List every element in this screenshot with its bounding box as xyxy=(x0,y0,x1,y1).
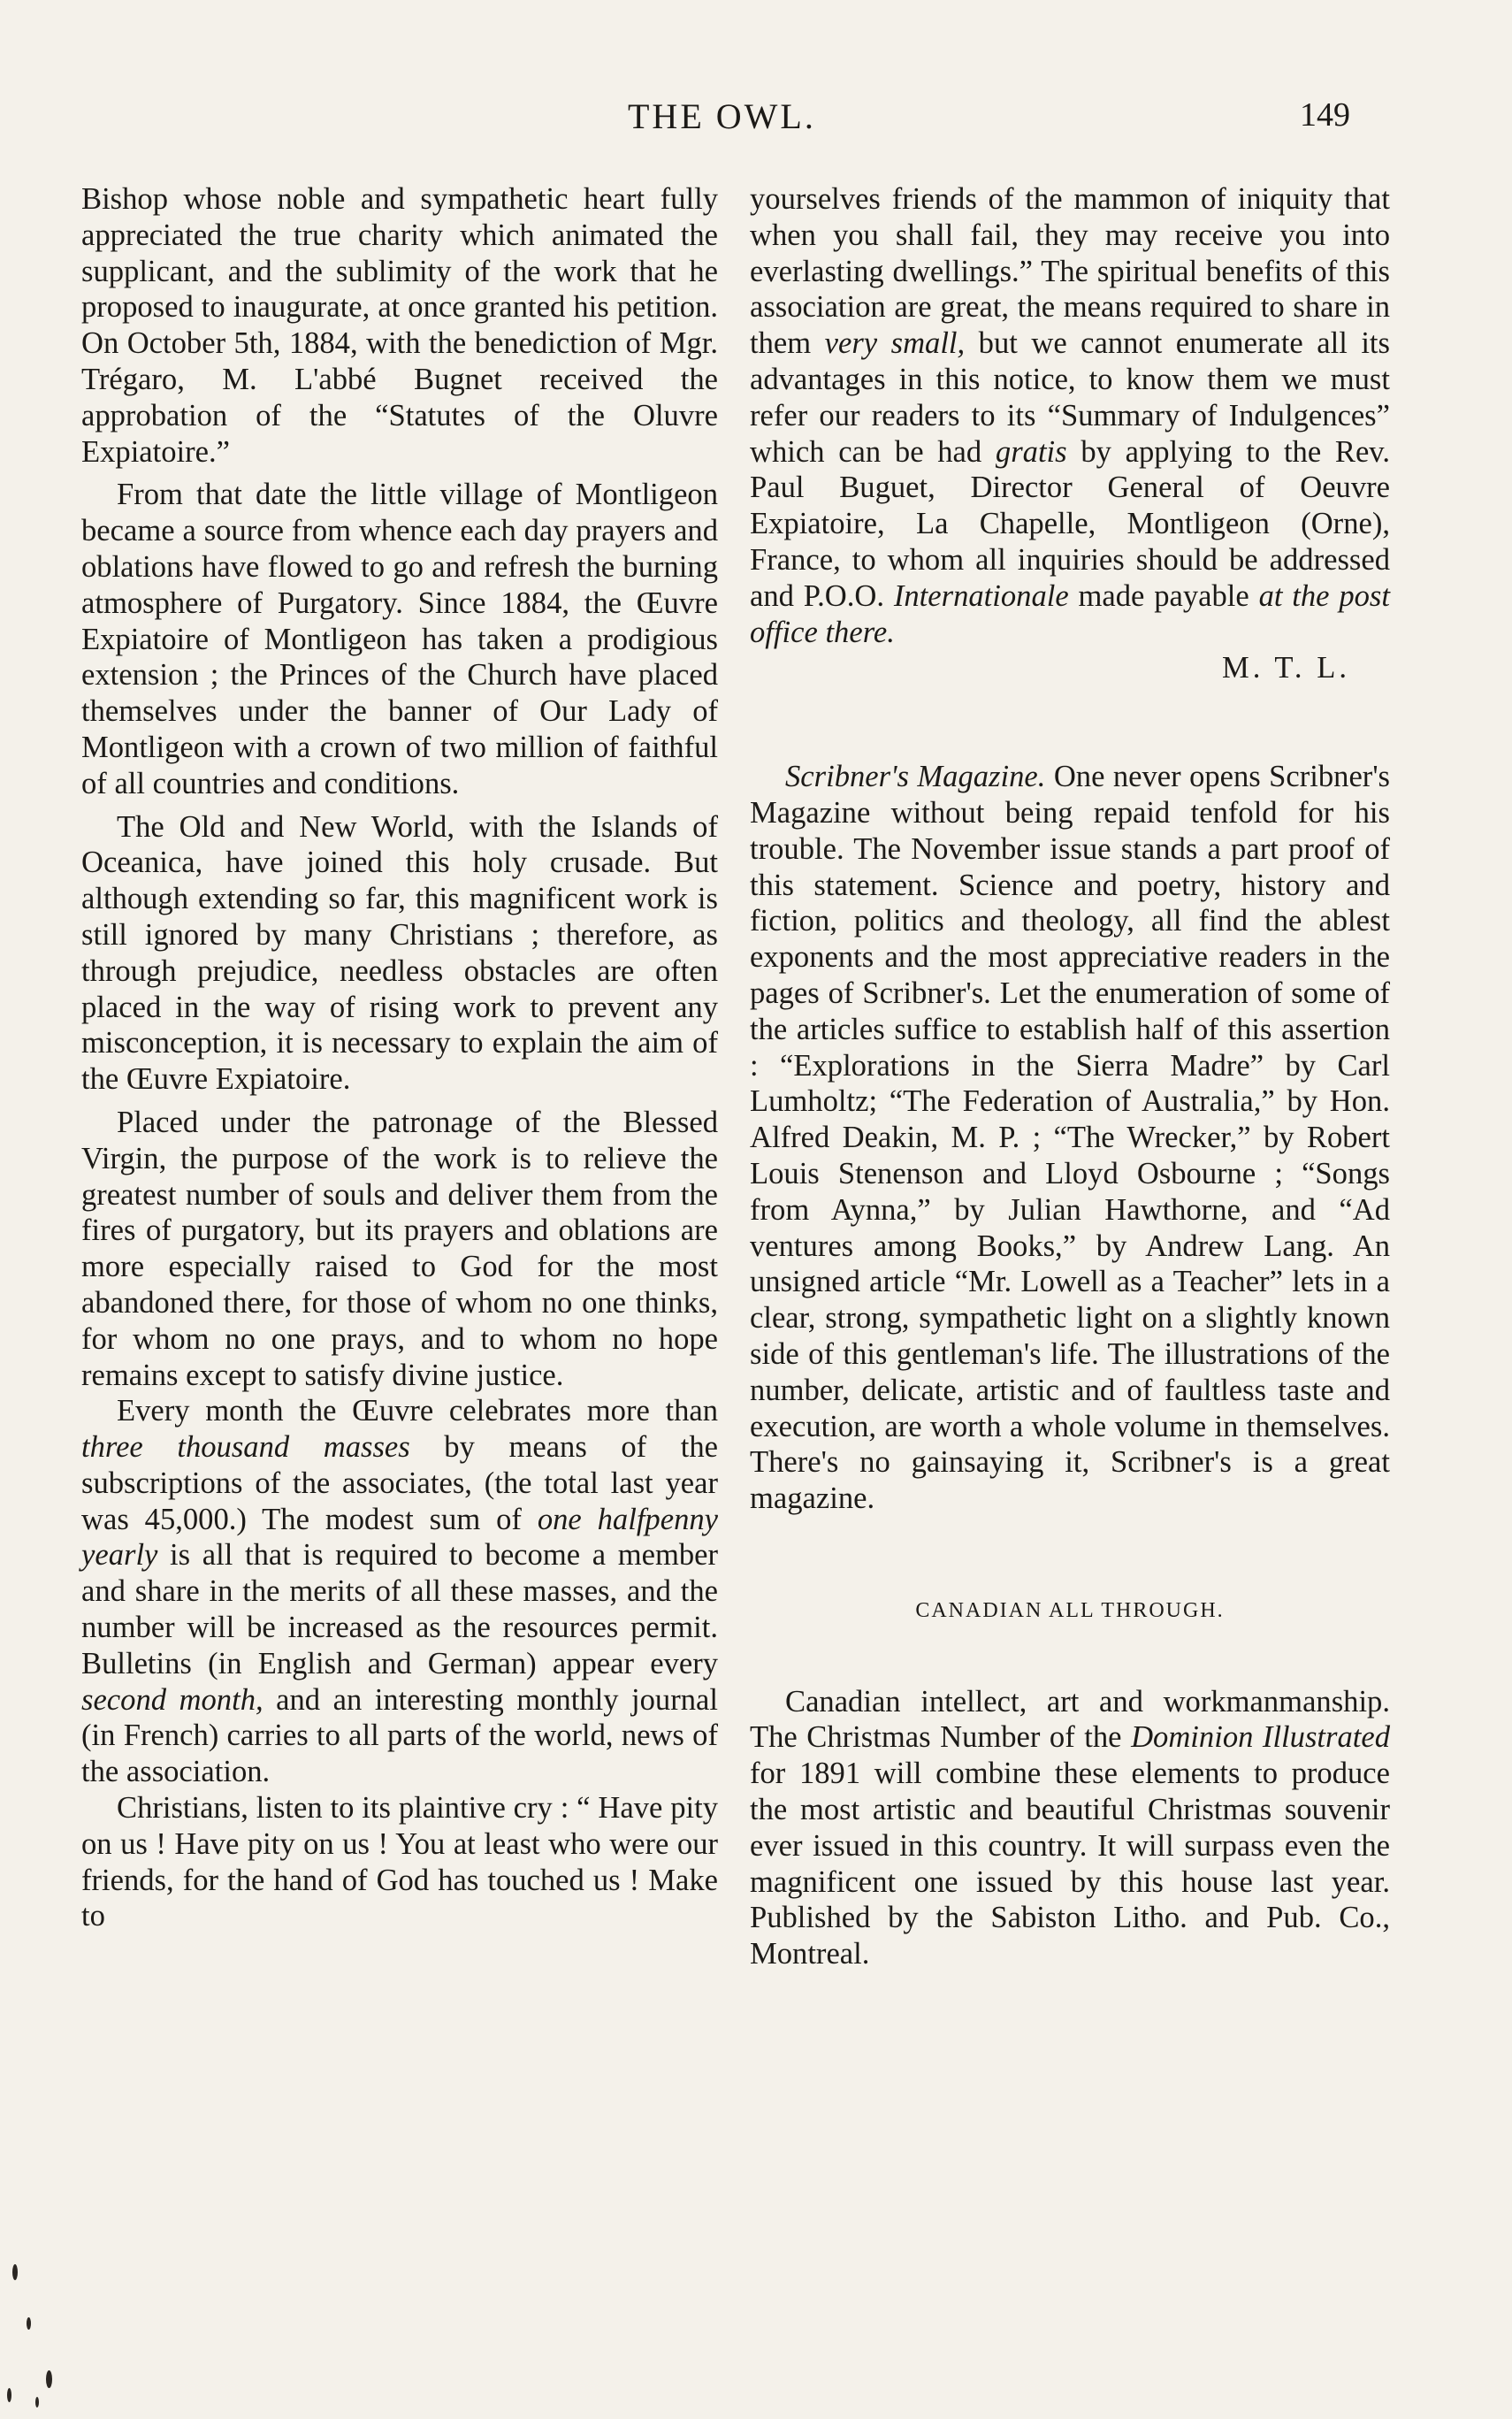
text-run: by means of the subscriptions of the associates, (the total last year was 45,000.) The modest sum of xyxy=(81,1430,718,1536)
left-paragraph-5 xyxy=(81,1393,718,1790)
italic-text: very small, xyxy=(824,326,966,361)
italic-text: second month, xyxy=(81,1682,263,1717)
italic-text: gratis xyxy=(995,434,1067,469)
text-run: for 1891 will combine these elements to produce the most artistic and beautiful Christmas souvenir ever issued in this country. It will surpass even the magnificent one issued by this house last year. Published by the Sabiston Litho. and Pub. Co., Montreal. xyxy=(750,1757,1390,1971)
left-paragraph-6: Christians, listen to its plaintive cry : “ Have pity on us ! Have pity on us ! You at least who were our friends, for the hand of God has touched us ! Make to xyxy=(81,1791,718,1933)
italic-text: Dominion Illustrated xyxy=(1131,1720,1391,1755)
print-speck xyxy=(46,2370,52,2388)
left-paragraph-4: Placed under the patronage of the Blessed Virgin, the purpose of the work is to relieve the greatest number of souls and deliver them from the fires of purgatory, but its prayers and oblations are more especially raised to God for the most abandoned there, for those of whom no one thinks, for whom no one prays, and to whom no hope remains except to satisfy divine justice. xyxy=(81,1105,718,1392)
left-paragraph-3: The Old and New World, with the Islands of Oceanica, have joined this holy crusade. But although extending so far, this magnificent work is still ignored by many Christians ; therefore, as through prejudice, needless obstacles are often placed in the way of rising work to prevent any misconception, it is necessary to explain the aim of the Œuvre Expiatoire. xyxy=(81,809,718,1097)
signature: M. T. L. xyxy=(1221,651,1350,685)
print-speck xyxy=(35,2397,39,2408)
text-run: yourselves friends of the mammon of iniquity that when you shall fail, they may receive you into everlasting dwellings.” The spiritual benefits of this association are great, the means required to share in them xyxy=(750,182,1390,361)
right-column xyxy=(750,181,1390,1972)
scribners-review xyxy=(750,759,1390,1517)
canadian-paragraph xyxy=(750,1684,1390,1972)
text-run: by applying to the Rev. Paul Buguet, Director General of Oeuvre Expiatoire, La Chapelle, Montligeon (Orne), France, to whom all inquiries should be addressed and P.O.O. xyxy=(750,434,1390,613)
print-speck xyxy=(7,2388,11,2402)
left-paragraph-1: Bishop whose noble and sympathetic heart fully appreciated the true charity which animated the supplicant, and the sublimity of the work that he proposed to inaugurate, at once granted his petition. On October 5th, 1884, with the benediction of Mgr. Trégaro, M. L'abbé Bugnet received the approbation of the “Statutes of the Oluvre Expiatoire.” xyxy=(81,182,718,469)
text-run: One never opens Scribner's Magazine without being repaid tenfold for his trouble. The November issue stands a part proof of this statement. Science and poetry, history and fiction, politics and theology, all find the ablest exponents and the most appreciative readers in the pages of Scribner's. Let the enumeration of some of the articles suffice to establish half of this assertion : “Explorations in the Sierra Madre” by Carl Lumholtz; “The Federation of Australia,” by Hon. Alfred Deakin, M. P. ; “The Wrecker,” by Robert Louis Stenenson and Lloyd Osbourne ; “Songs from Aynna,” by Julian Hawthorne, and “Ad ventures among Books,” by Andrew Lang. An unsigned article “Mr. Lowell as a Teacher” lets in a clear, strong, sympathetic light on a slightly known side of this gentleman's life. The illustrations of the number, delicate, artistic and of faultless taste and execution, are worth a whole volume in themselves. There's no gainsaying it, Scribner's is a great magazine. xyxy=(750,760,1390,1516)
italic-text: three thousand masses xyxy=(81,1430,410,1465)
italic-text: Internationale xyxy=(893,578,1069,613)
print-speck xyxy=(27,2317,31,2330)
running-head xyxy=(0,96,1512,140)
running-title: THE OWL. xyxy=(628,96,816,136)
italic-text: Scribner's Magazine. xyxy=(785,760,1046,794)
page-number: 149 xyxy=(1300,96,1350,134)
text-run: Canadian intellect, art and workmanmanship. The Christmas Number of the xyxy=(750,1684,1390,1755)
text-run: made payable xyxy=(1068,578,1259,613)
print-speck xyxy=(12,2264,18,2280)
left-column xyxy=(81,181,718,1934)
text-run: and an interesting monthly journal (in French) carries to all parts of the world, news of the association. xyxy=(81,1682,718,1789)
text-run: Every month the Œuvre celebrates more than xyxy=(117,1394,718,1428)
italic-text: one halfpenny yearly xyxy=(81,1502,718,1573)
right-paragraph-1 xyxy=(750,181,1390,650)
section-heading: CANADIAN ALL THROUGH. xyxy=(915,1598,1225,1622)
text-run: is all that is required to become a member and share in the merits of all these masses, and the number will be increased as the resources permit. Bulletins (in English and German) appear every xyxy=(81,1538,718,1680)
italic-text: at the post office there. xyxy=(750,578,1390,649)
left-paragraph-2: From that date the little village of Montligeon became a source from whence each day prayers and oblations have flowed to go and refresh the burning atmosphere of Purgatory. Since 1884, the Œuvre Expiatoire of Montligeon has taken a prodigious extension ; the Princes of the Church have placed themselves under the banner of Our Lady of Montligeon with a crown of two million of faithful of all countries and conditions. xyxy=(81,478,718,800)
text-run: but we cannot enumerate all its advantages in this notice, to know them we must refer our readers to its “Summary of Indulgences” which can be had xyxy=(750,326,1390,469)
